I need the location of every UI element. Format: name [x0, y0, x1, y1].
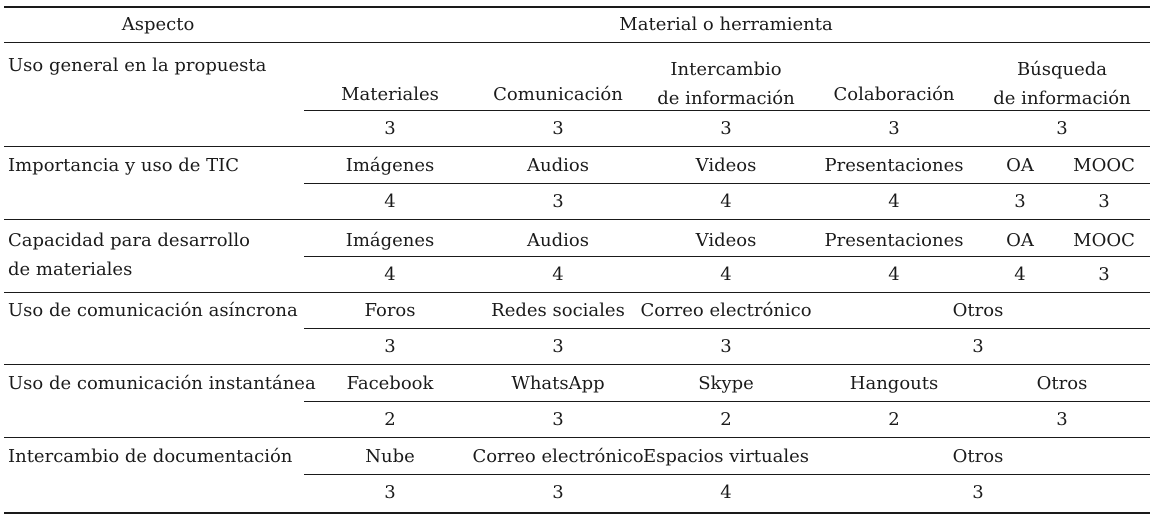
- tool-label: WhatsApp: [511, 373, 605, 394]
- section-rule: [4, 292, 1150, 293]
- tool-label: Otros: [952, 300, 1004, 321]
- tool-label: Espacios virtuales: [643, 446, 809, 467]
- tool-value: 3: [384, 482, 396, 503]
- tool-value: 3: [1056, 118, 1068, 139]
- tool-value: 4: [888, 191, 900, 212]
- section-rule: [4, 146, 1150, 147]
- aspect-label: Importancia y uso de TIC: [8, 155, 240, 176]
- aspect-label: Uso de comunicación instantánea: [8, 373, 316, 394]
- tool-label: MOOC: [1073, 155, 1135, 176]
- tool-label: Correo electrónico: [472, 446, 644, 467]
- section-rule: [4, 219, 1150, 220]
- section-rule: [4, 364, 1150, 365]
- tool-value: 3: [384, 336, 396, 357]
- tool-label: Otros: [1036, 373, 1088, 394]
- tool-value: 3: [1098, 191, 1110, 212]
- tool-value: 4: [720, 191, 732, 212]
- tool-label: Colaboración: [833, 84, 955, 105]
- inner-rule: [304, 256, 1150, 257]
- tool-label: Audios: [527, 155, 589, 176]
- tool-label: MOOC: [1073, 230, 1135, 251]
- tool-value: 4: [384, 191, 396, 212]
- tool-value: 3: [888, 118, 900, 139]
- tool-label: Redes sociales: [491, 300, 625, 321]
- tool-value: 4: [888, 264, 900, 285]
- tool-label: Facebook: [346, 373, 434, 394]
- tool-label: Imágenes: [345, 230, 435, 251]
- tool-label: Imágenes: [345, 155, 435, 176]
- aspect-label: Uso general en la propuesta: [8, 55, 267, 76]
- tool-label: Comunicación: [493, 84, 623, 105]
- tool-value: 3: [720, 118, 732, 139]
- tool-value: 3: [552, 191, 564, 212]
- aspect-label: Intercambio de documentación: [8, 446, 293, 467]
- tool-value: 3: [552, 409, 564, 430]
- inner-rule: [304, 183, 1150, 184]
- tool-value: 2: [720, 409, 732, 430]
- tool-value: 2: [888, 409, 900, 430]
- tool-value: 3: [552, 482, 564, 503]
- tool-value: 4: [552, 264, 564, 285]
- header-material: Material o herramienta: [619, 14, 833, 35]
- tool-label: Otros: [952, 446, 1004, 467]
- inner-rule: [304, 401, 1150, 402]
- tool-value: 4: [1014, 264, 1026, 285]
- bottom-rule: [4, 512, 1150, 514]
- tool-label: Presentaciones: [824, 155, 964, 176]
- tool-label: Skype: [698, 373, 754, 394]
- tool-label: Videos: [695, 230, 757, 251]
- tool-value: 3: [1014, 191, 1026, 212]
- tool-value: 3: [720, 336, 732, 357]
- inner-rule: [304, 328, 1150, 329]
- tool-label: Foros: [364, 300, 416, 321]
- tool-label: Hangouts: [849, 373, 939, 394]
- tool-label: Búsqueda de información: [993, 59, 1131, 109]
- tool-value: 3: [1056, 409, 1068, 430]
- header-rule: [4, 42, 1150, 43]
- top-rule: [4, 6, 1150, 8]
- tool-label: OA: [1006, 155, 1034, 176]
- tool-value: 3: [972, 336, 984, 357]
- tool-label: Presentaciones: [824, 230, 964, 251]
- tool-value: 3: [972, 482, 984, 503]
- tool-value: 3: [552, 336, 564, 357]
- aspect-label: Uso de comunicación asíncrona: [8, 300, 298, 321]
- tool-label: Intercambio de información: [657, 59, 795, 109]
- aspect-label: de materiales: [8, 259, 133, 280]
- tool-value: 3: [384, 118, 396, 139]
- inner-rule: [304, 110, 1150, 111]
- tool-value: 3: [1098, 264, 1110, 285]
- tool-label: Videos: [695, 155, 757, 176]
- tool-value: 2: [384, 409, 396, 430]
- tool-value: 4: [384, 264, 396, 285]
- aspect-label: Capacidad para desarrollo: [8, 230, 250, 251]
- tool-value: 3: [552, 118, 564, 139]
- tool-label: Correo electrónico: [640, 300, 812, 321]
- tool-label: Audios: [527, 230, 589, 251]
- tool-label: OA: [1006, 230, 1034, 251]
- tool-label: Materiales: [341, 84, 439, 105]
- inner-rule: [304, 474, 1150, 475]
- tool-value: 4: [720, 264, 732, 285]
- tool-value: 4: [720, 482, 732, 503]
- header-aspect: Aspecto: [121, 14, 195, 35]
- section-rule: [4, 437, 1150, 438]
- tool-label: Nube: [365, 446, 415, 467]
